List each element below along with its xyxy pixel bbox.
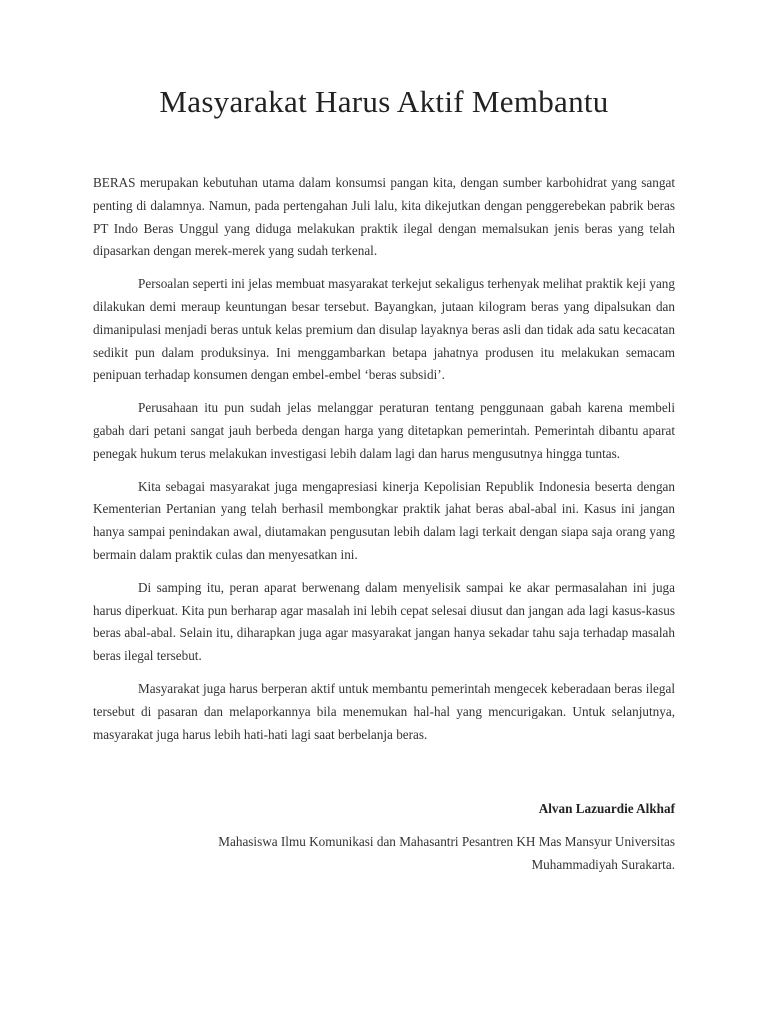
paragraph-4: Kita sebagai masyarakat juga mengapresiasi kinerja Kepolisian Republik Indonesia beserta dengan Kementerian Pertanian yang telah berhasil membongkar praktik jahat beras abal-abal ini. Kasus ini jangan hanya sampai penindakan awal, diutamakan pengusutan lebih dalam lagi terkait dengan siapa saja orang yang bermain dalam praktik culas dan menyesatkan ini. <box>93 478 675 562</box>
article-body <box>93 172 675 756</box>
paragraph-6: Masyarakat juga harus berperan aktif untuk membantu pemerintah mengecek keberadaan beras ilegal tersebut di pasaran dan melaporkannya bila menemukan hal-hal yang mencurigakan. Untuk selanjutnya, masyarakat juga harus lebih hati-hati lagi saat berbelanja beras. <box>93 680 675 742</box>
paragraph-5: Di samping itu, peran aparat berwenang dalam menyelisik sampai ke akar permasalahan ini juga harus diperkuat. Kita pun berharap agar masalah ini lebih cepat selesai diusut dan jangan ada lagi kasus-kasus beras abal-abal. Selain itu, diharapkan juga agar masyarakat jangan hanya sekadar tahu saja terhadap masalah beras ilegal tersebut. <box>93 579 675 664</box>
article-title: Masyarakat Harus Aktif Membantu <box>159 84 609 119</box>
paragraph-1: BERAS merupakan kebutuhan utama dalam konsumsi pangan kita, dengan sumber karbohidrat yang sangat penting di dalamnya. Namun, pada pertengahan Juli lalu, kita dikejutkan dengan penggerebekan pabrik beras PT Indo Beras Unggul yang diduga melakukan praktik ilegal dengan memalsukan jenis beras yang telah dipasarkan dengan merek-merek yang sudah terkenal. <box>93 175 675 259</box>
author-signature <box>93 799 675 876</box>
author-affiliation <box>93 831 675 876</box>
affiliation-line-2: Muhammadiyah Surakarta. <box>531 856 675 872</box>
author-name: Alvan Lazuardie Alkhaf <box>538 801 675 816</box>
affiliation-line-1: Mahasiswa Ilmu Komunikasi dan Mahasantri Pesantren KH Mas Mansyur Universitas <box>218 834 675 849</box>
paragraph-2: Persoalan seperti ini jelas membuat masyarakat terkejut sekaligus terhenyak melihat praktik keji yang dilakukan demi meraup keuntungan besar tersebut. Bayangkan, jutaan kilogram beras yang dipalsukan dan dimanipulasi menjadi beras untuk kelas premium dan disulap layaknya beras asli dan tidak ada satu kecacatan sedikit pun dalam produksinya. Ini menggambarkan betapa jahatnya produsen itu melakukan semacam penipuan terhadap konsumen dengan embel-embel ‘beras subsidi’. <box>93 276 675 383</box>
paragraph-3: Perusahaan itu pun sudah jelas melanggar peraturan tentang penggunaan gabah karena membeli gabah dari petani sangat jauh berbeda dengan harga yang ditetapkan pemerintah. Pemerintah dibantu aparat penegak hukum terus melakukan investigasi lebih dalam lagi dan harus mengusutnya hingga tuntas. <box>93 400 675 461</box>
